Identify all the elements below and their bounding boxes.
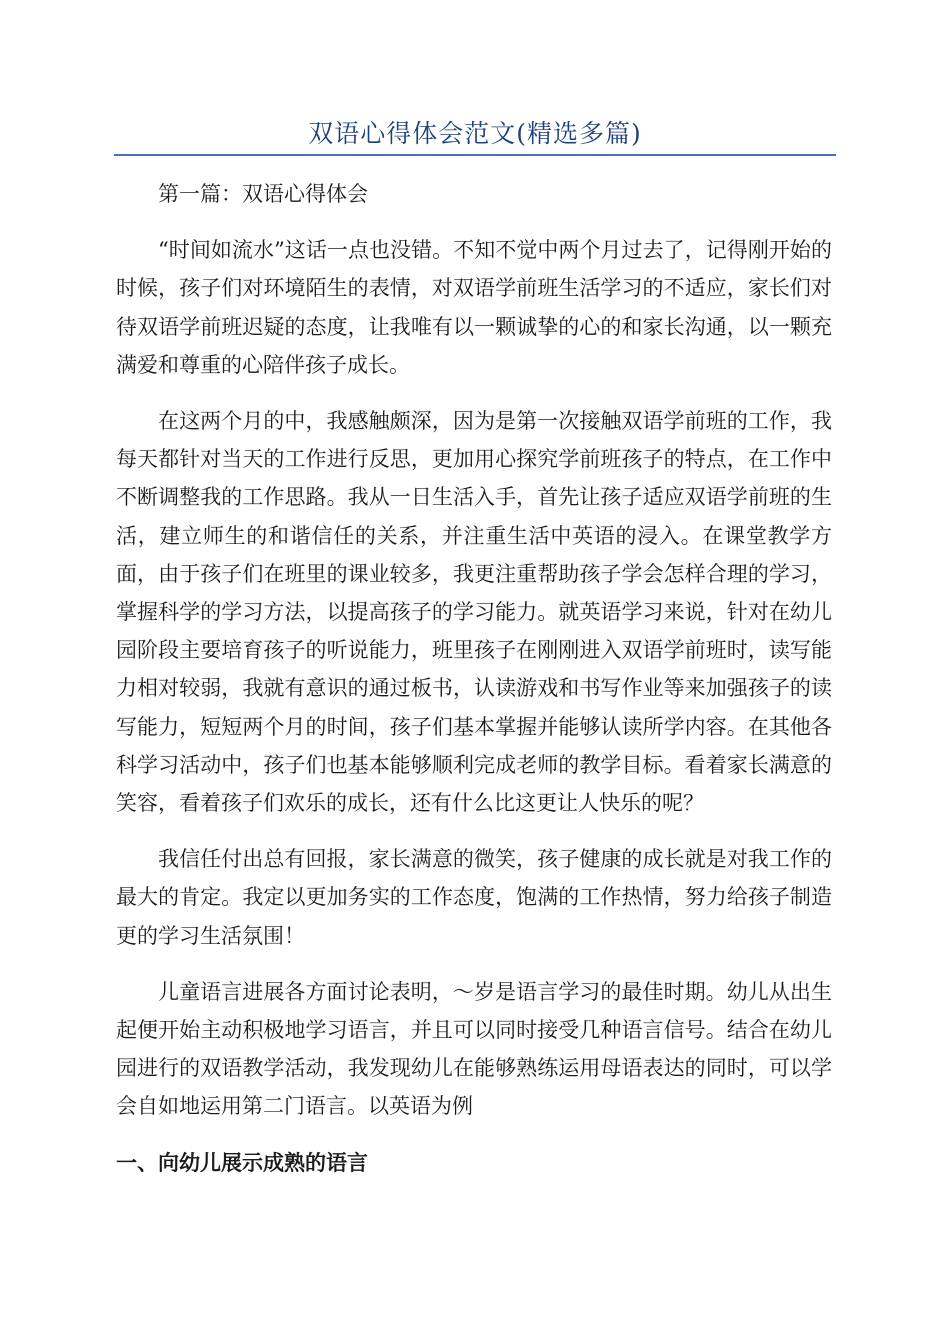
- title-divider: [114, 154, 836, 156]
- document-body: [116, 175, 832, 1182]
- document-title: 双语心得体会范文(精选多篇): [308, 119, 642, 148]
- paragraph-4: 儿童语言进展各方面讨论表明，～岁是语言学习的最佳时期。幼儿从出生起便开始主动积极地学习语言，并且可以同时接受几种语言信号。结合在幼儿园进行的双语教学活动，我发现幼儿在能够熟练运用母语表达的同时，可以学会自如地运用第二门语言。以英语为例: [116, 979, 832, 1119]
- section-heading: 一、向幼儿展示成熟的语言: [116, 1150, 368, 1175]
- paragraph-1: “时间如流水”这话一点也没错。不知不觉中两个月过去了，记得刚开始的时候，孩子们对环境陌生的表情，对双语学前班生活学习的不适应，家长们对待双语学前班迟疑的态度，让我唯有以一颗诚挚的心的和家长沟通，以一颗充满爱和尊重的心陪伴孩子成长。: [116, 238, 832, 377]
- paragraph-3: 我信任付出总有回报，家长满意的微笑，孩子健康的成长就是对我工作的最大的肯定。我定以更加务实的工作态度，饱满的工作热情，努力给孩子制造更的学习生活氛围！: [116, 847, 832, 948]
- section-subtitle: 第一篇：双语心得体会: [158, 182, 368, 206]
- paragraph-2: 在这两个月的中，我感触颇深，因为是第一次接触双语学前班的工作，我每天都针对当天的工作进行反思，更加用心探究学前班孩子的特点，在工作中不断调整我的工作思路。我从一日生活入手，首先让孩子适应双语学前班的生活，建立师生的和谐信任的关系，并注重生活中英语的浸入。在课堂教学方面，由于孩子们在班里的课业较多，我更注重帮助孩子学会怎样合理的学习，掌握科学的学习方法，以提高孩子的学习能力。就英语学习来说，针对在幼儿园阶段主要培育孩子的听说能力，班里孩子在刚刚进入双语学前班时，读写能力相对较弱，我就有意识的通过板书，认读游戏和书写作业等来加强孩子的读写能力，短短两个月的时间，孩子们基本掌握并能够认读所学内容。在其他各科学习活动中，孩子们也基本能够顺利完成老师的教学目标。看着家长满意的笑容，看着孩子们欢乐的成长，还有什么比这更让人快乐的呢？: [116, 409, 832, 816]
